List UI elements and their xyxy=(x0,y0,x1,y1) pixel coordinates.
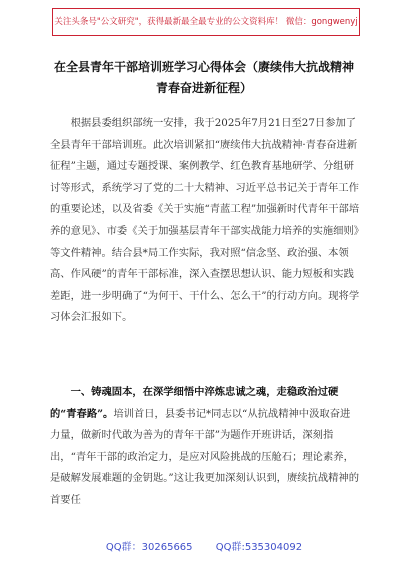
promo-banner: 关注头条号"公文研究"，获得最新最全最专业的公文资料库！ 微信：gongwenyj xyxy=(52,8,360,36)
section-text: 培训首日，县委书记*同志以“从抗战精神中汲取奋进力量，做新时代敢为善为的青年干部”为题作开班讲话，深刻指出，“青年干部的政治定力，是应对风险挑战的压舱石；理论素养，是破解发展难题的金钥匙。”这让我更加深刻认识到，赓续抗战精神的首要任 xyxy=(50,407,360,506)
document-title-line1: 在全县青年干部培训班学习心得体会（赓续伟大抗战精神 xyxy=(53,60,354,74)
body-paragraph-1: 根据县委组织部统一安排，我于2025年7月21日至27日参加了全县青年干部培训班。此次培训紧扣“赓续伟大抗战精神·青春奋进新征程”主题，通过专题授课、案例教学、红色教育基地研学、分组研讨等形式，系统学习了党的二十大精神、习近平总书记关于青年工作的重要论述，以及省委《关于实施“青蓝工程”加强新时代青年干部培养的意见》、市委《关于加强基层青年干部实战能力培养的实施细则》等文件精神。结合县*局工作实际，我对照“信念坚、政治强、本领高、作风硬”的青年干部标准，深入查摆思想认识、能力短板和实践差距，进一步明确了“为何干、干什么、怎么干”的行动方向。现将学习体会汇报如下。 xyxy=(50,117,360,324)
document-title-line2: 青春奋进新征程） xyxy=(155,81,252,95)
body-paragraph-2 xyxy=(50,382,360,512)
footer-qq-group-1: QQ群：30265665 xyxy=(105,542,193,553)
footer xyxy=(0,538,408,552)
footer-qq-group-2: QQ群:535304092 xyxy=(215,542,303,553)
section-heading: 一、铸魂固本，在深学细悟中淬炼忠诚之魂，走稳政治过硬的“青春路”。 xyxy=(50,386,339,420)
